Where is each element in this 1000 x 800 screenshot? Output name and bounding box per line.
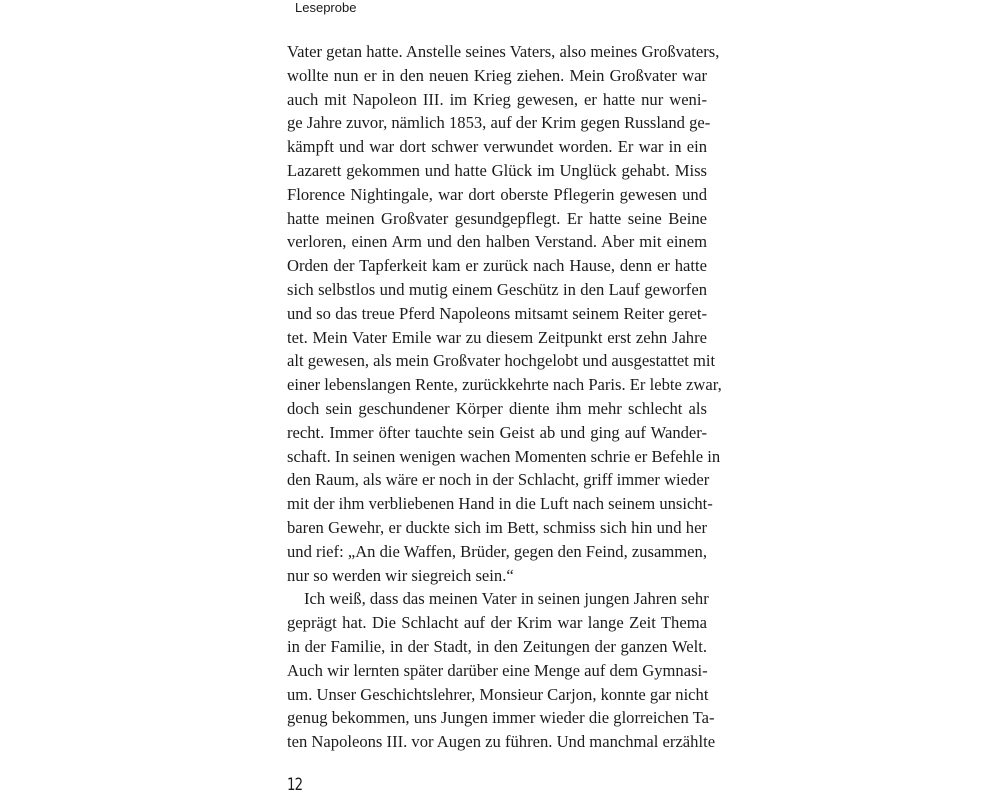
text-line: ge Jahre zuvor, nämlich 1853, auf der Krim gegen Russland ge- — [287, 113, 711, 133]
text-line: baren Gewehr, er duckte sich im Bett, schmiss sich hin und her — [287, 517, 707, 537]
text-line: um. Unser Geschichtslehrer, Monsieur Carjon, konnte gar nicht — [287, 684, 709, 704]
text-line: doch sein geschundener Körper diente ihm mehr schlecht als — [287, 398, 707, 418]
text-line: alt gewesen, als mein Großvater hochgelobt und ausgestattet mit — [287, 351, 716, 371]
text-line: Auch wir lernten später darüber eine Menge auf dem Gymnasi- — [287, 660, 708, 680]
text-line: und so das treue Pferd Napoleons mitsamt seinem Reiter geret- — [287, 303, 707, 323]
text-line: einer lebenslangen Rente, zurückkehrte nach Paris. Er lebte zwar, — [287, 375, 722, 395]
text-line: sich selbstlos und mutig einem Geschütz in den Lauf geworfen — [287, 279, 707, 299]
header-label: Leseprobe — [295, 0, 357, 15]
text-line: schaft. In seinen wenigen wachen Momenten schrie er Befehle in — [287, 446, 721, 466]
text-line: verloren, einen Arm und den halben Verstand. Aber mit einem — [287, 232, 707, 252]
text-line: auch mit Napoleon III. im Krieg gewesen, er hatte nur weni- — [287, 89, 707, 109]
text-line: ten Napoleons III. vor Augen zu führen. Und manchmal erzählte — [287, 732, 716, 752]
text-line: Vater getan hatte. Anstelle seines Vaters, also meines Großvaters, — [287, 42, 720, 61]
text-line: Lazarett gekommen und hatte Glück im Unglück gehabt. Miss — [287, 160, 707, 180]
text-line: Ich weiß, dass das meinen Vater in seinen jungen Jahren sehr — [304, 589, 709, 609]
text-line: tet. Mein Vater Emile war zu diesem Zeitpunkt erst zehn Jahre — [287, 327, 707, 347]
text-line: geprägt hat. Die Schlacht auf der Krim war lange Zeit Thema — [287, 613, 707, 633]
text-line: in der Familie, in der Stadt, in den Zeitungen der ganzen Welt. — [287, 636, 707, 656]
page-number: 12 — [287, 775, 303, 795]
text-line: den Raum, als wäre er noch in der Schlacht, griff immer wieder — [287, 470, 710, 490]
text-line: Florence Nightingale, war dort oberste Pflegerin gewesen und — [287, 184, 707, 204]
text-line: mit der ihm verbliebenen Hand in die Luft nach seinem unsicht- — [287, 494, 713, 514]
text-line: recht. Immer öfter tauchte sein Geist ab und ging auf Wander- — [287, 422, 707, 442]
body-text — [287, 40, 722, 754]
text-line: kämpft und war dort schwer verwundet worden. Er war in ein — [287, 137, 707, 157]
text-line: und rief: „An die Waffen, Brüder, gegen den Feind, zusammen, — [287, 541, 707, 561]
text-line: nur so werden wir siegreich sein.“ — [287, 565, 514, 585]
text-line: wollte nun er in den neuen Krieg ziehen. Mein Großvater war — [287, 65, 707, 85]
text-line: genug bekommen, uns Jungen immer wieder die glorreichen Ta- — [287, 708, 715, 728]
text-line: hatte meinen Großvater gesundgepflegt. Er hatte seine Beine — [287, 208, 707, 228]
text-line: Orden der Tapferkeit kam er zurück nach Hause, denn er hatte — [287, 256, 707, 276]
